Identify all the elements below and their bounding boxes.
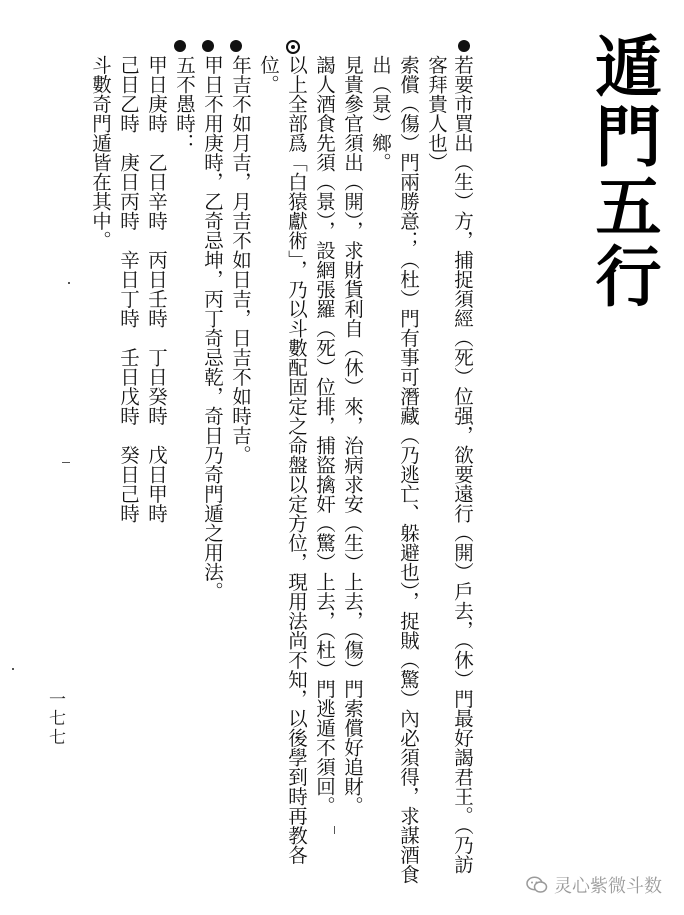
text-column-11: 五不愚時： xyxy=(173,55,196,153)
text-column-2: 客拜貴人也） xyxy=(425,55,448,172)
scan-speck xyxy=(334,826,335,834)
watermark-text: 灵心紫微斗数 xyxy=(554,876,662,897)
scan-speck xyxy=(62,462,70,463)
scan-speck xyxy=(12,668,14,670)
text-column-4: 出（景）鄉。 xyxy=(369,55,392,172)
bullet-icon xyxy=(202,40,214,52)
text-column-5: 見貴參官須出（開），求財貨利自（休）來，治病求安（生）上去，（傷）門索償好追財。 xyxy=(341,55,364,816)
text-column-6: 謁人酒食先須（景），設網張羅（死）位排，捕盜擒奸（驚）上去，（杜）門逃遁不須回。 xyxy=(313,55,336,816)
text-column-10: 甲日不用庚時，乙奇忌坤，丙丁奇忌乾，奇日乃奇門遁之用法。 xyxy=(201,55,224,601)
text-column-9: 年吉不如月吉，月吉不如日吉，日吉不如時吉。 xyxy=(229,55,252,465)
scan-speck xyxy=(68,282,70,284)
bullet-icon xyxy=(174,40,186,52)
text-column-7: 以上全部爲「白猿獻術」，乃以斗數配固定之命盤以定方位，現用法尚不知，以後學到時再教各 xyxy=(285,55,308,865)
page-number: 一七七 xyxy=(45,690,65,747)
text-column-3: 索償（傷）門兩勝意；（杜）門有事可潛藏（乃逃亡、躲避也），捉賊（驚）內必須得，求謀酒食 xyxy=(397,55,420,884)
text-column-14: 斗數奇門遁皆在其中。 xyxy=(89,55,112,250)
text-column-13: 己日乙時 庚日丙時 辛日丁時 壬日戊時 癸日己時 xyxy=(117,55,140,523)
text-column-12: 甲日庚時 乙日辛時 丙日壬時 丁日癸時 戊日甲時 xyxy=(145,55,168,523)
text-column-1: 若要市買出（生）方，捕捉須經（死）位强，欲要遠行（開）戶去，（休）門最好謁君王。（乃訪 xyxy=(451,55,474,874)
bullet-icon xyxy=(230,40,242,52)
wechat-icon xyxy=(526,876,548,894)
bullet-icon xyxy=(458,40,470,52)
watermark xyxy=(526,872,662,898)
page-title: 遁門五行 xyxy=(584,32,662,312)
text-column-8: 位。 xyxy=(257,55,280,94)
target-bullet-icon xyxy=(286,40,300,54)
